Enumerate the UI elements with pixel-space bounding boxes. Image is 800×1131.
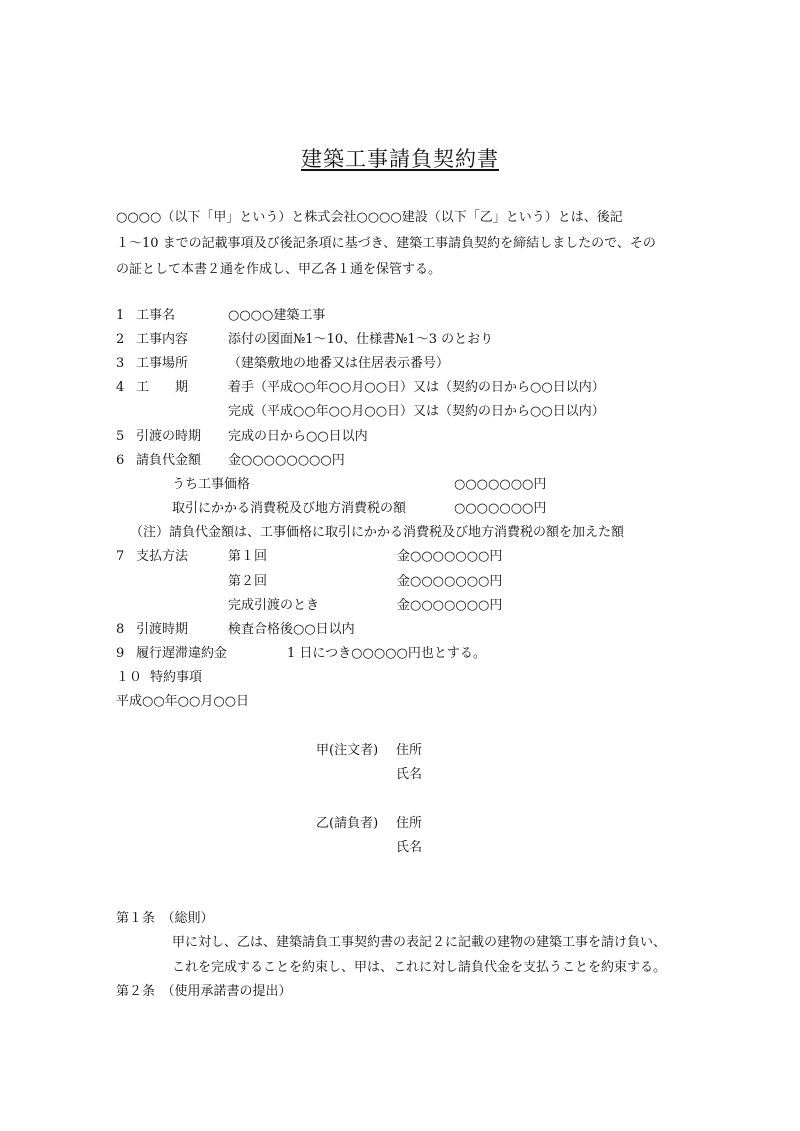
item-number: 5 [116,429,125,444]
sub-item-label: 取引にかかる消費税及び地方消費税の額 [172,501,407,516]
item-value: 添付の図面№1～10、仕様書№1～3 のとおり [228,332,494,347]
contract-date: 平成○○年○○月○○日 [116,694,250,709]
item-value: 検査合格後○○日以内 [228,622,355,637]
party-otsu-label: 乙(請負者) [316,816,379,831]
item-value: 完成の日から○○日以内 [228,429,368,444]
item-label: 工事名 [136,308,176,323]
party-otsu-address-label: 住所 [396,816,423,831]
party-kou-address-label: 住所 [396,743,423,758]
item-value: ○○○○建築工事 [228,308,326,323]
item-value: 1 日につき○○○○○円也とする。 [287,646,486,661]
article-title: 第２条 （使用承諾書の提出） [116,984,292,999]
intro-line: １～10 までの記載事項及び後記条項に基づき、建築工事請負契約を締結しましたので、その [116,236,656,251]
intro-line: の証として本書２通を作成し、甲乙各１通を保管する。 [116,262,442,277]
party-kou-name-label: 氏名 [396,767,423,782]
intro-line: ○○○○（以下「甲」という）と株式会社○○○○建設（以下「乙」という）とは、後記 [116,210,623,225]
item-value: 完成（平成○○年○○月○○日）又は（契約の日から○○日以内） [228,404,605,419]
party-otsu-name-label: 氏名 [396,840,423,855]
article-text: これを完成することを約束し、甲は、これに対し請負代金を支払うことを約束する。 [172,960,667,975]
item-number: 7 [116,549,125,564]
note: （注）請負代金額は、工事価格に取引にかかる消費税及び地方消費税の額を加えた額 [130,525,625,540]
item-number: 9 [116,646,125,661]
article-text: 甲に対し、乙は、建築請負工事契約書の表記２に記載の建物の建築工事を請け負い、 [172,935,667,950]
item-label: 工 期 [136,380,189,395]
payment-value: 金○○○○○○○円 [397,598,503,613]
sub-item-value: ○○○○○○○円 [454,477,547,492]
item-label: 引渡の時期 [136,429,202,444]
payment-value: 金○○○○○○○円 [397,549,503,564]
sub-item-label: うち工事価格 [172,477,251,492]
article-title: 第１条 （総則） [116,911,214,926]
item-value: 金○○○○○○○○円 [228,453,345,468]
payment-value: 金○○○○○○○円 [397,574,503,589]
item-label: 工事場所 [136,356,189,371]
item-number: 4 [116,380,125,395]
payment-label: 第１回 [228,549,268,564]
item-number: 8 [116,622,125,637]
item-number: 3 [116,356,125,371]
item-label: 特約事項 [150,670,203,685]
item-label: 請負代金額 [136,453,202,468]
item-number: 1 [116,308,125,323]
item-number: １０ [116,670,143,685]
party-kou-label: 甲(注文者) [316,743,379,758]
item-label: 履行遅滞違約金 [136,646,228,661]
item-number: 6 [116,453,125,468]
item-label: 工事内容 [136,332,189,347]
payment-label: 第２回 [228,574,268,589]
item-value: （建築敷地の地番又は住居表示番号） [228,356,450,371]
document-title: 建築工事請負契約書 [301,147,499,171]
item-label: 引渡時期 [136,622,189,637]
item-label: 支払方法 [136,549,189,564]
item-value: 着手（平成○○年○○月○○日）又は（契約の日から○○日以内） [228,380,605,395]
item-number: 2 [116,332,125,347]
sub-item-value: ○○○○○○○円 [454,501,547,516]
payment-label: 完成引渡のとき [228,598,320,613]
